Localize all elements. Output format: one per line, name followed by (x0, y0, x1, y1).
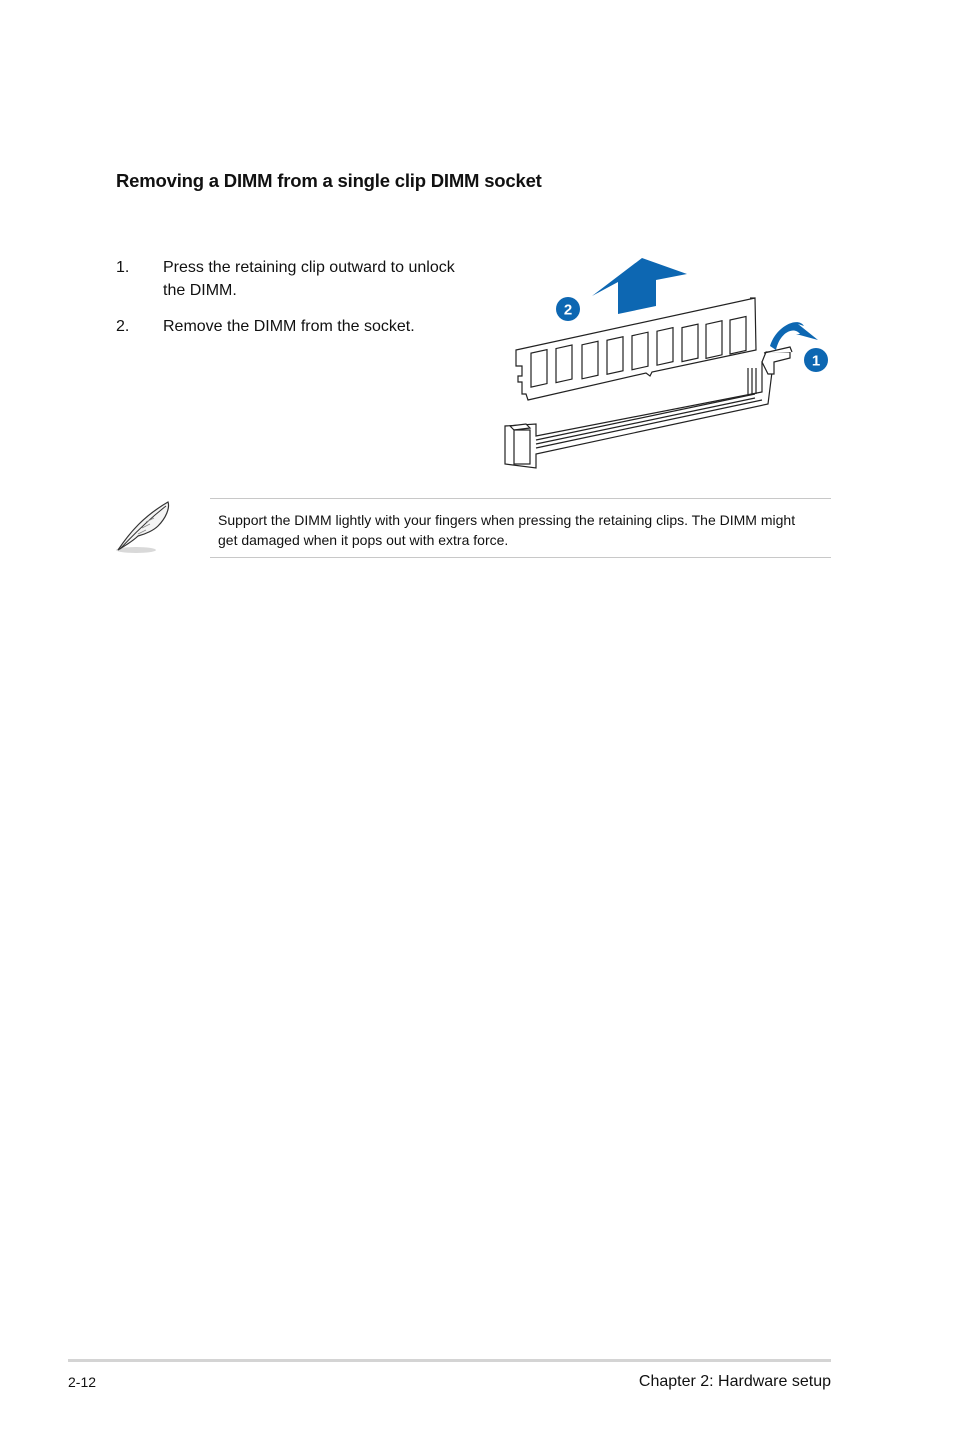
footer-divider (68, 1359, 831, 1362)
lift-arrow-icon (592, 258, 687, 314)
note-box (210, 498, 831, 558)
chapter-title: Chapter 2: Hardware setup (638, 1373, 831, 1390)
instruction-list (116, 256, 456, 351)
step-number: 1. (116, 259, 130, 276)
feather-quill-icon (112, 498, 174, 556)
step-number: 2. (116, 318, 130, 335)
clip-arrow-icon (770, 322, 818, 350)
page-number: 2-12 (68, 1374, 97, 1390)
step-text: Remove the DIMM from the socket. (163, 318, 415, 335)
section-heading: Removing a DIMM from a single clip DIMM socket (116, 170, 542, 191)
callout-number: 2 (563, 301, 573, 319)
dimm-module (516, 298, 756, 400)
note-text: Support the DIMM lightly with your fingers when pressing the retaining clips. The DIMM might get damaged when it pops out with extra force. (218, 512, 796, 548)
step-text: Press the retaining clip outward to unlock the DIMM. (163, 259, 455, 299)
callout-number: 1 (811, 352, 821, 370)
step-item (116, 256, 456, 302)
callout-badge-2 (556, 297, 580, 321)
step-item (116, 315, 456, 338)
dimm-removal-illustration (500, 254, 840, 476)
callout-badge-1 (804, 348, 828, 372)
